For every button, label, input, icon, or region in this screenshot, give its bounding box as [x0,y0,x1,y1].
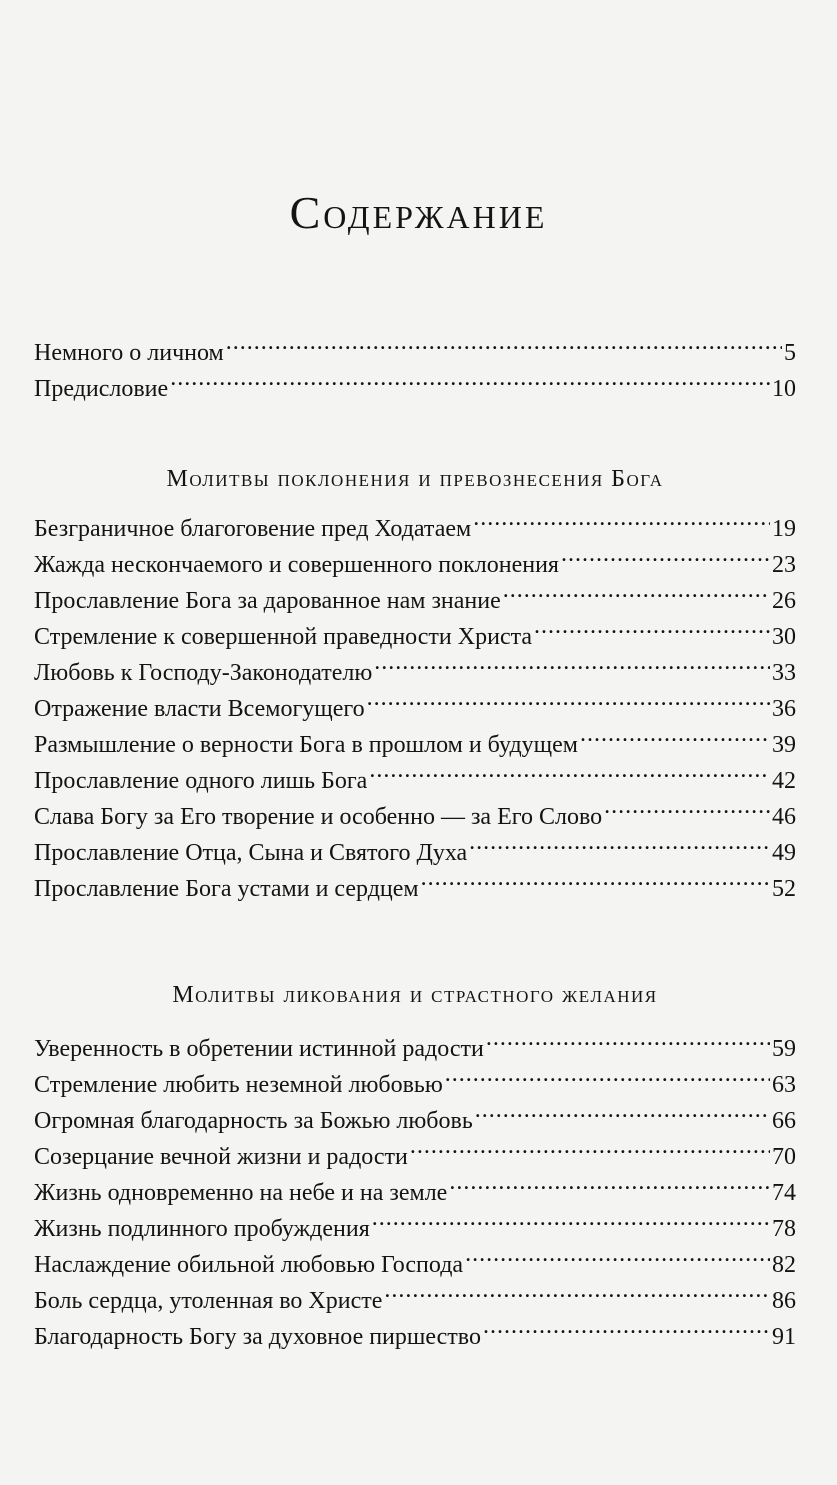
toc-entry-title: Жизнь подлинного пробуждения [34,1216,370,1242]
toc-entry-title: Жизнь одновременно на небе и на земле [34,1180,448,1206]
toc-entry-page-number: 42 [772,768,796,794]
spacer [34,407,796,461]
dot-leader [503,584,770,608]
toc-entry-page-number: 52 [772,876,796,902]
intro-list [34,335,796,407]
toc-entry-page-number: 46 [772,804,796,830]
dot-leader [469,836,770,860]
toc-entry-title: Немного о личном [34,340,224,366]
toc-entry [34,799,796,835]
toc-entry-title: Стремление любить неземной любовью [34,1072,443,1098]
dot-leader [449,1176,770,1200]
toc-entry [34,1319,796,1355]
toc-entry-title: Прославление Бога за дарованное нам знание [34,588,501,614]
dot-leader [473,512,770,536]
dot-leader [369,764,770,788]
toc-entry [34,727,796,763]
dot-leader [170,372,770,396]
section-heading-2: Молитвы ликования и страстного желания [172,982,658,1008]
dot-leader [465,1248,770,1272]
dot-leader [604,800,770,824]
toc-entry [34,583,796,619]
toc-entry-title: Благодарность Богу за духовное пиршество [34,1324,481,1350]
toc-entry-title: Жажда нескончаемого и совершенного поклонения [34,552,559,578]
toc-entry-page-number: 36 [772,696,796,722]
toc-entry-page-number: 49 [772,840,796,866]
toc-entry-title: Любовь к Господу-Законодателю [34,660,373,686]
toc-entry [34,547,796,583]
dot-leader [374,656,770,680]
section-2-list [34,1031,796,1355]
toc-entry [34,691,796,727]
toc-entry-title: Боль сердца, утоленная во Христе [34,1288,383,1314]
toc-entry [34,871,796,907]
toc-entry-title: Наслаждение обильной любовью Господа [34,1252,464,1278]
toc-entry [34,763,796,799]
dot-leader [445,1068,770,1092]
toc-entry-page-number: 59 [772,1036,796,1062]
toc-entry [34,1103,796,1139]
dot-leader [372,1212,770,1236]
toc-entry [34,511,796,547]
toc-entry-title: Огромная благодарность за Божью любовь [34,1108,473,1134]
dot-leader [580,728,770,752]
toc-entry-title: Прославление Отца, Сына и Святого Духа [34,840,468,866]
toc-entry-title: Прославление одного лишь Бога [34,768,368,794]
toc-entry-page-number: 23 [772,552,796,578]
dot-leader [475,1104,770,1128]
toc-entry-page-number: 63 [772,1072,796,1098]
toc-entry [34,655,796,691]
dot-leader [421,872,770,896]
spacer [34,1013,796,1031]
toc-entry-page-number: 70 [772,1144,796,1170]
dot-leader [483,1320,770,1344]
toc-entry-page-number: 19 [772,516,796,542]
dot-leader [486,1032,770,1056]
toc-entry-page-number: 86 [772,1288,796,1314]
toc-entry [34,1175,796,1211]
toc-entry-title: Безграничное благоговение пред Ходатаем [34,516,472,542]
toc-entry-title: Размышление о верности Бога в прошлом и будущем [34,732,578,758]
toc-entry-page-number: 30 [772,624,796,650]
dot-leader [367,692,770,716]
toc-entry [34,619,796,655]
spacer [34,497,796,511]
toc-entry-page-number: 78 [772,1216,796,1242]
toc-entry-page-number: 5 [784,340,796,366]
toc-entry-page-number: 39 [772,732,796,758]
toc-entry-title: Слава Богу за Его творение и особенно — за Его Слово [34,804,603,830]
toc-entry-title: Созерцание вечной жизни и радости [34,1144,408,1170]
toc-entry [34,335,796,371]
toc-entry-page-number: 66 [772,1108,796,1134]
toc-entry-title: Уверенность в обретении истинной радости [34,1036,484,1062]
toc-entry-page-number: 33 [772,660,796,686]
toc-entry [34,371,796,407]
dot-leader [410,1140,770,1164]
spacer [34,907,796,977]
dot-leader [226,336,782,360]
toc-entry [34,1067,796,1103]
toc-entry [34,1211,796,1247]
dot-leader [534,620,770,644]
section-1-list [34,511,796,907]
dot-leader [561,548,770,572]
toc-entry [34,835,796,871]
toc-entry-title: Предисловие [34,376,169,402]
toc-entry [34,1139,796,1175]
table-of-contents [34,335,796,1355]
page-title: Содержание [289,187,548,238]
toc-entry-title: Прославление Бога устами и сердцем [34,876,419,902]
toc-entry-page-number: 10 [772,376,796,402]
toc-entry-page-number: 82 [772,1252,796,1278]
section-heading-1: Молитвы поклонения и превознесения Бога [166,466,664,492]
toc-entry [34,1283,796,1319]
toc-entry-page-number: 91 [772,1324,796,1350]
toc-entry-page-number: 74 [772,1180,796,1206]
toc-entry-title: Стремление к совершенной праведности Христа [34,624,533,650]
toc-entry [34,1247,796,1283]
dot-leader [384,1284,770,1308]
toc-entry-page-number: 26 [772,588,796,614]
toc-entry-title: Отражение власти Всемогущего [34,696,365,722]
toc-entry [34,1031,796,1067]
